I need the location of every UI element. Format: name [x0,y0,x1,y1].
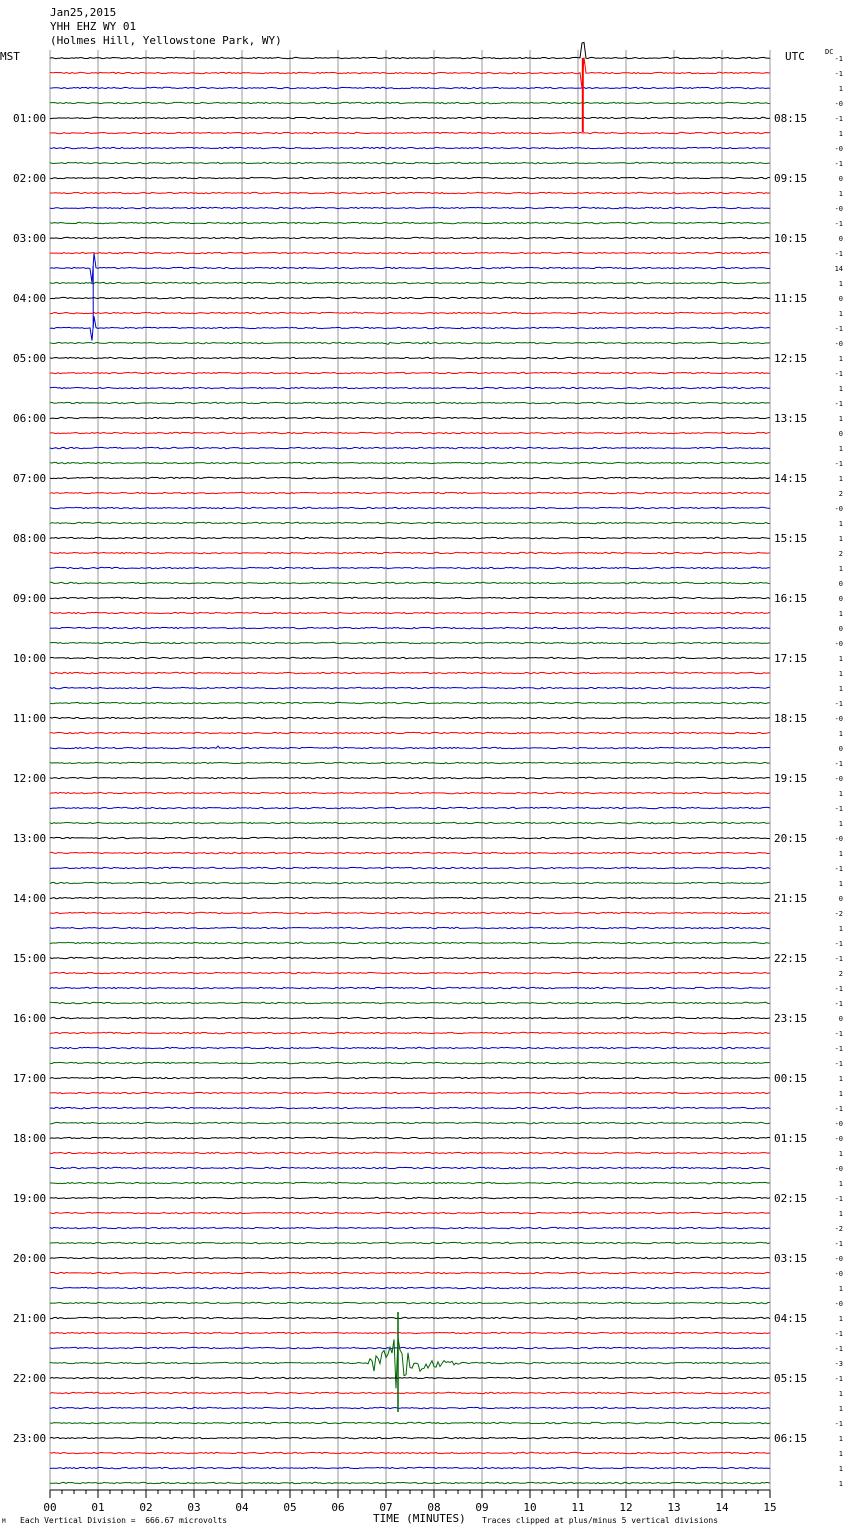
trace-row [50,1422,770,1423]
dc-offset-label: -0 [834,1270,843,1278]
dc-offset-label: -3 [834,1360,843,1368]
utc-hour-label: 10:15 [774,232,808,245]
trace-row [50,777,770,778]
dc-offset-label: -1 [834,1375,843,1383]
trace-row [50,1092,770,1093]
x-tick-label: 08 [427,1501,441,1514]
trace-row [50,207,770,208]
mst-hour-label: 16:00 [13,1012,47,1025]
trace-row [50,537,770,538]
dc-offset-label: -1 [834,1345,843,1353]
utc-hour-label: 21:15 [774,892,808,905]
trace-row [50,1047,770,1048]
trace-row [50,1242,770,1243]
trace-row [50,222,770,223]
x-tick-label: 00 [43,1501,57,1514]
x-tick-label: 10 [523,1501,537,1514]
trace-row [50,87,770,88]
trace-row [50,762,770,763]
trace-row [50,1392,770,1393]
trace-row [50,672,770,673]
trace-row [50,147,770,148]
dc-offset-label: 1 [838,670,843,678]
mst-hour-label: 15:00 [13,952,47,965]
dc-offset-label: -1 [834,460,843,468]
mst-hour-label: 18:00 [13,1132,47,1145]
mst-hour-label: 21:00 [13,1312,47,1325]
utc-hour-label: 19:15 [774,772,808,785]
dc-offset-label: -1 [834,1420,843,1428]
trace-row [50,1377,770,1378]
trace-row [50,477,770,478]
dc-offset-label: -1 [834,1060,843,1068]
station-label: YHH EHZ WY 01 [50,20,137,33]
utc-hour-label: 18:15 [774,712,808,725]
mst-label: MST [0,50,20,63]
mst-hour-label: 08:00 [13,532,47,545]
trace-row [50,357,770,358]
trace-row [50,1317,770,1319]
trace-row [50,237,770,238]
dc-offset-label: -0 [834,775,843,783]
trace-row [50,1017,770,1018]
dc-offset-label: -1 [834,1105,843,1113]
trace-row [50,1107,770,1108]
trace-row [50,987,770,988]
utc-hour-label: 14:15 [774,472,808,485]
trace-row [50,117,770,118]
trace-row [50,162,770,163]
dc-offset-label: 1 [838,925,843,933]
trace-row [50,642,770,643]
dc-offset-label: 1 [838,1090,843,1098]
trace-row [50,312,770,313]
utc-hour-label: 05:15 [774,1372,808,1385]
trace-row [50,1197,770,1198]
trace-row [50,1077,770,1078]
dc-offset-label: 1 [838,565,843,573]
dc-offset-label: 1 [838,475,843,483]
dc-offset-label: 1 [838,880,843,888]
trace-row [50,1062,770,1063]
mst-hour-label: 09:00 [13,592,47,605]
dc-offset-label: -1 [834,400,843,408]
trace-row [50,102,770,103]
dc-offset-label: -1 [834,865,843,873]
utc-hour-label: 12:15 [774,352,808,365]
dc-offset-label: 1 [838,1210,843,1218]
trace-row [50,717,770,718]
mst-hour-label: 11:00 [13,712,47,725]
dc-offset-label: 14 [834,265,843,273]
x-tick-label: 02 [139,1501,153,1514]
dc-offset-label: -0 [834,205,843,213]
dc-offset-label: 0 [838,625,843,633]
trace-row [50,57,770,88]
dc-offset-label: -0 [834,1165,843,1173]
utc-hour-label: 02:15 [774,1192,808,1205]
dc-offset-label: -1 [834,1195,843,1203]
dc-offset-label: 1 [838,685,843,693]
trace-row [50,1032,770,1033]
trace-row [50,507,770,508]
dc-offset-label: 1 [838,1405,843,1413]
utc-hour-label: 00:15 [774,1072,808,1085]
dc-offset-label: 1 [838,790,843,798]
dc-offset-label: 1 [838,730,843,738]
dc-label: DC [825,48,834,56]
utc-hour-label: 03:15 [774,1252,808,1265]
dc-offset-label: 0 [838,295,843,303]
dc-offset-label: -0 [834,340,843,348]
trace-row [50,687,770,688]
dc-offset-label: -0 [834,1120,843,1128]
utc-hour-label: 16:15 [774,592,808,605]
dc-offset-label: -0 [834,145,843,153]
trace-row [50,867,770,868]
utc-hour-label: 01:15 [774,1132,808,1145]
utc-hour-label: 23:15 [774,1012,808,1025]
dc-offset-label: -0 [834,1300,843,1308]
trace-row [50,957,770,958]
trace-row [50,1287,770,1288]
mst-hour-label: 20:00 [13,1252,47,1265]
dc-offset-label: 1 [838,1285,843,1293]
trace-row [50,1167,770,1168]
x-tick-label: 05 [283,1501,297,1514]
mst-hour-label: 22:00 [13,1372,47,1385]
trace-row [50,1338,770,1389]
dc-offset-label: 0 [838,430,843,438]
trace-row [50,582,770,583]
utc-hour-label: 15:15 [774,532,808,545]
dc-offset-label: 1 [838,85,843,93]
trace-row [50,372,770,373]
dc-offset-label: -0 [834,1255,843,1263]
utc-hour-label: 13:15 [774,412,808,425]
dc-offset-label: -0 [834,640,843,648]
trace-row [50,1002,770,1003]
dc-offset-label: 1 [838,535,843,543]
mst-hour-label: 13:00 [13,832,47,845]
trace-row [50,552,770,553]
dc-offset-label: 1 [838,385,843,393]
trace-row [50,882,770,883]
utc-hour-label: 06:15 [774,1432,808,1445]
mst-hour-label: 10:00 [13,652,47,665]
dc-offset-label: -0 [834,715,843,723]
x-axis-title: TIME (MINUTES) [373,1512,466,1525]
trace-row [50,942,770,943]
dc-offset-label: 0 [838,235,843,243]
trace-row [50,387,770,388]
trace-row [50,612,770,613]
trace-row [50,132,770,133]
dc-offset-label: 2 [838,490,843,498]
dc-offset-label: 1 [838,1180,843,1188]
mst-hour-label: 14:00 [13,892,47,905]
mst-hour-label: 07:00 [13,472,47,485]
trace-row [50,1347,770,1348]
trace-row [50,316,770,340]
trace-row [50,1482,770,1483]
dc-offset-label: -1 [834,985,843,993]
mst-hour-label: 23:00 [13,1432,47,1445]
trace-row [50,852,770,853]
mst-hour-label: 01:00 [13,112,47,125]
trace-row [50,1227,770,1228]
dc-offset-label: -1 [834,1000,843,1008]
dc-offset-label: -1 [834,250,843,258]
dc-offset-label: -0 [834,100,843,108]
trace-row [50,417,770,418]
x-tick-label: 01 [91,1501,105,1514]
utc-label: UTC [785,50,805,63]
date-label: Jan25,2015 [50,6,117,19]
dc-offset-label: 1 [838,655,843,663]
dc-offset-label: -1 [834,55,843,63]
dc-offset-label: 1 [838,1450,843,1458]
dc-offset-label: 2 [838,550,843,558]
trace-row [50,1302,770,1303]
trace-row [50,1212,770,1213]
x-tick-label: 11 [571,1501,585,1514]
trace-row [50,342,770,345]
trace-row [50,282,770,283]
dc-offset-label: 1 [838,610,843,618]
trace-row [50,897,770,898]
trace-row [50,732,770,733]
trace-row [50,1437,770,1438]
mst-hour-label: 03:00 [13,232,47,245]
dc-offset-label: -1 [834,1045,843,1053]
trace-row [50,402,770,403]
dc-offset-label: -1 [834,760,843,768]
mst-hour-label: 19:00 [13,1192,47,1205]
mst-hour-label: 12:00 [13,772,47,785]
trace-row [50,1137,770,1138]
utc-hour-label: 17:15 [774,652,808,665]
mst-hour-label: 04:00 [13,292,47,305]
trace-row [50,522,770,523]
location-label: (Holmes Hill, Yellowstone Park, WY) [50,34,282,47]
dc-offset-label: -0 [834,835,843,843]
dc-offset-label: -0 [834,1135,843,1143]
dc-offset-label: 1 [838,1465,843,1473]
x-tick-label: 15 [763,1501,777,1514]
trace-row [50,807,770,808]
dc-offset-label: -1 [834,220,843,228]
dc-offset-label: 1 [838,1075,843,1083]
trace-row [50,1467,770,1468]
trace-row [50,837,770,838]
trace-row [50,746,770,749]
corner-mark: M [2,1518,6,1525]
dc-offset-label: -0 [834,505,843,513]
trace-row [50,252,770,253]
trace-row [50,1257,770,1258]
trace-row [50,1272,770,1273]
dc-offset-label: -1 [834,805,843,813]
dc-offset-label: -1 [834,325,843,333]
trace-row [50,1452,770,1453]
dc-offset-label: -2 [834,1225,843,1233]
dc-offset-label: 1 [838,280,843,288]
dc-offset-label: -1 [834,160,843,168]
x-tick-label: 12 [619,1501,633,1514]
x-tick-label: 06 [331,1501,345,1514]
dc-offset-label: 1 [838,1435,843,1443]
mst-hour-label: 02:00 [13,172,47,185]
trace-row [50,597,770,598]
x-tick-label: 14 [715,1501,729,1514]
scale-note: Each Vertical Division = 666.67 microvolts [20,1516,228,1525]
trace-row [50,927,770,928]
mst-hour-label: 06:00 [13,412,47,425]
trace-row [50,657,770,658]
trace-row [50,627,770,628]
dc-offset-label: -1 [834,1240,843,1248]
utc-hour-label: 09:15 [774,172,808,185]
dc-offset-label: 1 [838,1480,843,1488]
dc-offset-label: 1 [838,310,843,318]
dc-offset-label: 0 [838,595,843,603]
dc-offset-label: 2 [838,970,843,978]
dc-offset-label: 1 [838,130,843,138]
trace-row [50,1182,770,1183]
trace-row [50,1152,770,1153]
x-tick-label: 04 [235,1501,249,1514]
dc-offset-label: 0 [838,175,843,183]
utc-hour-label: 22:15 [774,952,808,965]
dc-offset-label: 0 [838,745,843,753]
utc-hour-label: 11:15 [774,292,808,305]
dc-offset-label: 1 [838,520,843,528]
trace-row [50,297,770,298]
dc-offset-label: 1 [838,1315,843,1323]
dc-offset-label: 1 [838,850,843,858]
trace-row [50,177,770,178]
trace-row [50,792,770,793]
utc-hour-label: 20:15 [774,832,808,845]
dc-offset-label: 1 [838,1390,843,1398]
dc-offset-label: -1 [834,940,843,948]
utc-hour-label: 08:15 [774,112,808,125]
dc-offset-label: 1 [838,415,843,423]
dc-offset-label: -1 [834,1330,843,1338]
dc-offset-label: -1 [834,70,843,78]
trace-row [50,1122,770,1123]
trace-row [50,912,770,913]
dc-offset-label: -1 [834,700,843,708]
trace-row [50,253,770,283]
x-tick-label: 07 [379,1501,393,1514]
trace-row [50,432,770,433]
utc-hour-label: 04:15 [774,1312,808,1325]
dc-offset-label: -1 [834,1030,843,1038]
dc-offset-label: -2 [834,910,843,918]
trace-row [50,1332,770,1333]
trace-row [50,702,770,703]
mst-hour-label: 17:00 [13,1072,47,1085]
dc-offset-label: 1 [838,820,843,828]
dc-offset-label: 1 [838,445,843,453]
trace-row [50,567,770,568]
trace-row [50,1407,770,1408]
trace-row [50,447,770,448]
mst-hour-label: 05:00 [13,352,47,365]
dc-offset-label: 0 [838,580,843,588]
trace-row [50,822,770,823]
dc-offset-label: 1 [838,355,843,363]
dc-offset-label: 0 [838,895,843,903]
dc-offset-label: -1 [834,115,843,123]
dc-offset-label: 0 [838,1015,843,1023]
trace-row [50,972,770,973]
x-tick-label: 09 [475,1501,489,1514]
clip-note: Traces clipped at plus/minus 5 vertical divisions [482,1516,719,1525]
x-tick-label: 03 [187,1501,201,1514]
dc-offset-label: -1 [834,955,843,963]
trace-row [50,492,770,493]
trace-row [50,192,770,193]
dc-offset-label: -1 [834,370,843,378]
dc-offset-label: 1 [838,1150,843,1158]
dc-offset-label: 1 [838,190,843,198]
x-tick-label: 13 [667,1501,681,1514]
trace-row [50,462,770,463]
